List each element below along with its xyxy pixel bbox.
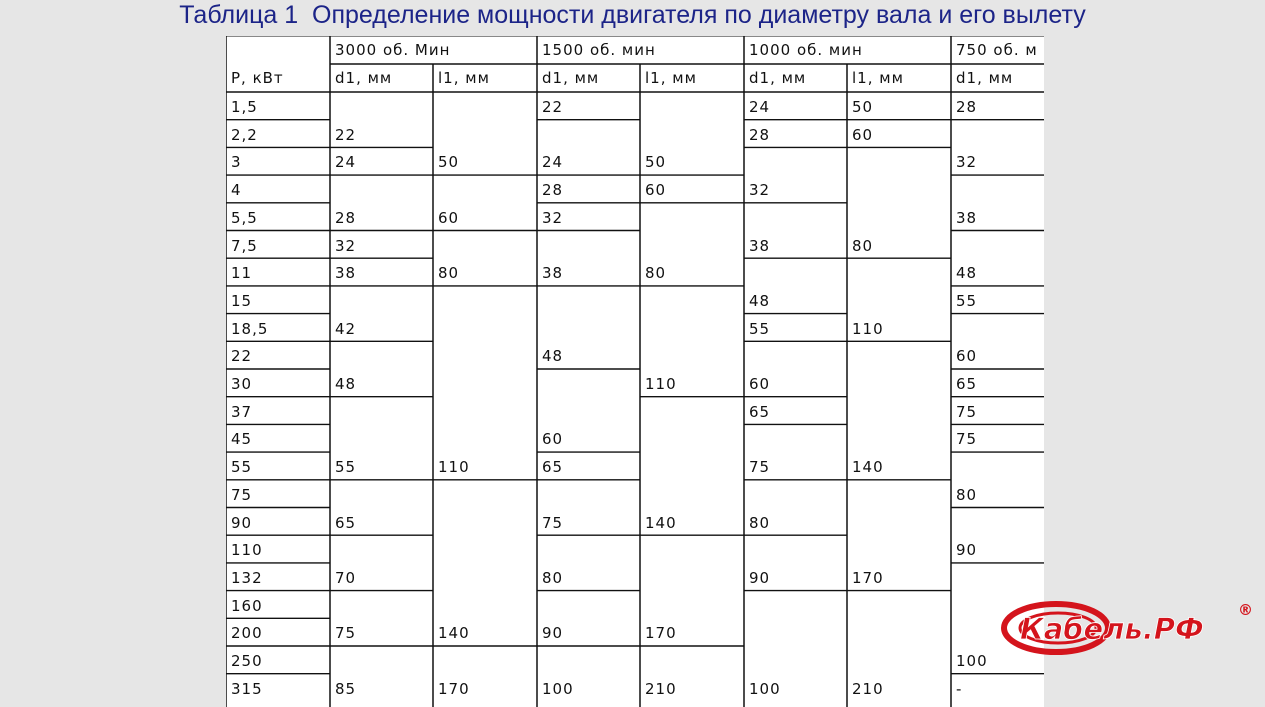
- value-cell-d1-1500: 24: [542, 153, 564, 172]
- value-cell-l1-1500: 110: [645, 375, 677, 393]
- value-cell-l1-1000: 170: [852, 568, 884, 587]
- value-cell-d1-750: 90: [956, 541, 978, 560]
- power-cell: 18,5: [231, 319, 269, 338]
- power-cell: 37: [231, 402, 253, 421]
- value-cell-l1-3000: 170: [438, 679, 470, 698]
- value-cell-l1-3000: 80: [438, 264, 460, 283]
- header-speed-750: 750 об. м: [956, 41, 1038, 59]
- value-cell-l1-1000: 210: [852, 679, 884, 698]
- power-cell: 45: [231, 430, 253, 449]
- value-cell-d1-750: 38: [956, 208, 978, 227]
- header-d1-1500: d1, мм: [542, 69, 600, 87]
- value-cell-d1-1000: 100: [749, 679, 781, 698]
- header-power: P, кВт: [231, 69, 284, 87]
- value-cell-d1-750: 75: [956, 402, 978, 421]
- value-cell-d1-3000: 55: [335, 458, 357, 477]
- value-cell-d1-1500: 38: [542, 264, 564, 283]
- power-cell: 160: [231, 596, 263, 615]
- header-speed-1000: 1000 об. мин: [749, 41, 863, 59]
- value-cell-d1-750: 75: [956, 430, 978, 449]
- power-cell: 200: [231, 624, 263, 643]
- power-cell: 4: [231, 181, 242, 200]
- header-d1-1000: d1, мм: [749, 69, 807, 87]
- power-cell: 5,5: [231, 208, 258, 227]
- value-cell-l1-1000: 50: [852, 98, 874, 116]
- power-cell: 55: [231, 458, 253, 477]
- value-cell-l1-1500: 170: [645, 624, 677, 643]
- value-cell-d1-1500: 22: [542, 98, 564, 116]
- value-cell-d1-1500: 32: [542, 208, 564, 227]
- value-cell-l1-1500: 140: [645, 513, 677, 532]
- value-cell-d1-3000: 38: [335, 264, 357, 283]
- value-cell-d1-750: 80: [956, 485, 978, 504]
- power-cell: 30: [231, 375, 253, 393]
- value-cell-l1-1000: 80: [852, 236, 874, 255]
- power-cell: 1,5: [231, 98, 258, 116]
- value-cell-d1-1500: 75: [542, 513, 564, 532]
- value-cell-d1-1000: 38: [749, 236, 771, 255]
- value-cell-d1-1500: 65: [542, 458, 564, 477]
- value-cell-d1-1000: 28: [749, 125, 771, 144]
- value-cell-d1-3000: 28: [335, 208, 357, 227]
- kabel-rf-logo: [1000, 598, 1260, 656]
- value-cell-d1-1000: 55: [749, 319, 771, 338]
- value-cell-l1-1000: 110: [852, 319, 884, 338]
- value-cell-d1-1000: 90: [749, 568, 771, 587]
- value-cell-l1-3000: 50: [438, 153, 460, 172]
- value-cell-d1-750: -: [956, 679, 963, 698]
- power-cell: 2,2: [231, 125, 258, 144]
- value-cell-d1-1000: 24: [749, 98, 771, 116]
- value-cell-l1-3000: 60: [438, 208, 460, 227]
- value-cell-d1-3000: 65: [335, 513, 357, 532]
- value-cell-d1-1000: 65: [749, 402, 771, 421]
- power-cell: 11: [231, 264, 253, 283]
- power-cell: 250: [231, 652, 263, 670]
- value-cell-d1-750: 48: [956, 264, 978, 283]
- value-cell-d1-1000: 80: [749, 513, 771, 532]
- value-cell-d1-1000: 32: [749, 181, 771, 200]
- value-cell-d1-750: 28: [956, 98, 978, 116]
- power-cell: 15: [231, 291, 253, 310]
- page-title: Таблица 1 Определение мощности двигателя по диаметру вала и его вылету: [179, 1, 1086, 29]
- value-cell-l1-3000: 110: [438, 458, 470, 477]
- header-l1-3000: l1, мм: [438, 69, 490, 87]
- value-cell-d1-1000: 60: [749, 375, 771, 393]
- value-cell-d1-750: 55: [956, 291, 978, 310]
- value-cell-d1-750: 65: [956, 375, 978, 393]
- header-speed-1500: 1500 об. мин: [542, 41, 656, 59]
- value-cell-d1-1000: 75: [749, 458, 771, 477]
- value-cell-l1-1000: 60: [852, 125, 874, 144]
- value-cell-d1-1500: 48: [542, 347, 564, 366]
- value-cell-l1-1500: 210: [645, 679, 677, 698]
- value-cell-d1-1500: 100: [542, 679, 574, 698]
- power-cell: 110: [231, 541, 263, 560]
- value-cell-l1-1500: 80: [645, 264, 667, 283]
- value-cell-l1-1500: 60: [645, 181, 667, 200]
- value-cell-d1-1000: 48: [749, 291, 771, 310]
- header-l1-1000: l1, мм: [852, 69, 904, 87]
- value-cell-d1-3000: 32: [335, 236, 357, 255]
- value-cell-d1-3000: 22: [335, 125, 357, 144]
- shaft-table: [226, 36, 1044, 707]
- power-cell: 3: [231, 153, 242, 172]
- value-cell-d1-1500: 28: [542, 181, 564, 200]
- power-cell: 315: [231, 679, 263, 698]
- value-cell-d1-3000: 70: [335, 568, 357, 587]
- value-cell-l1-1500: 50: [645, 153, 667, 172]
- value-cell-d1-3000: 24: [335, 153, 357, 172]
- power-cell: 7,5: [231, 236, 258, 255]
- value-cell-d1-3000: 42: [335, 319, 357, 338]
- logo-text: Кабель.РФ: [1020, 612, 1204, 646]
- value-cell-d1-1500: 60: [542, 430, 564, 449]
- header-speed-3000: 3000 об. Мин: [335, 41, 451, 59]
- value-cell-d1-750: 100: [956, 652, 988, 670]
- value-cell-d1-3000: 75: [335, 624, 357, 643]
- value-cell-d1-1500: 80: [542, 568, 564, 587]
- header-l1-1500: l1, мм: [645, 69, 697, 87]
- value-cell-l1-3000: 140: [438, 624, 470, 643]
- value-cell-d1-750: 60: [956, 347, 978, 366]
- value-cell-d1-1500: 90: [542, 624, 564, 643]
- value-cell-l1-1000: 140: [852, 458, 884, 477]
- registered-mark-icon: ®: [1238, 601, 1253, 619]
- value-cell-d1-750: 32: [956, 153, 978, 172]
- power-cell: 132: [231, 568, 263, 587]
- power-cell: 90: [231, 513, 253, 532]
- header-d1-3000: d1, мм: [335, 69, 393, 87]
- value-cell-d1-3000: 85: [335, 679, 357, 698]
- power-cell: 75: [231, 485, 253, 504]
- header-d1-750: d1, мм: [956, 69, 1014, 87]
- value-cell-d1-3000: 48: [335, 375, 357, 393]
- power-cell: 22: [231, 347, 253, 366]
